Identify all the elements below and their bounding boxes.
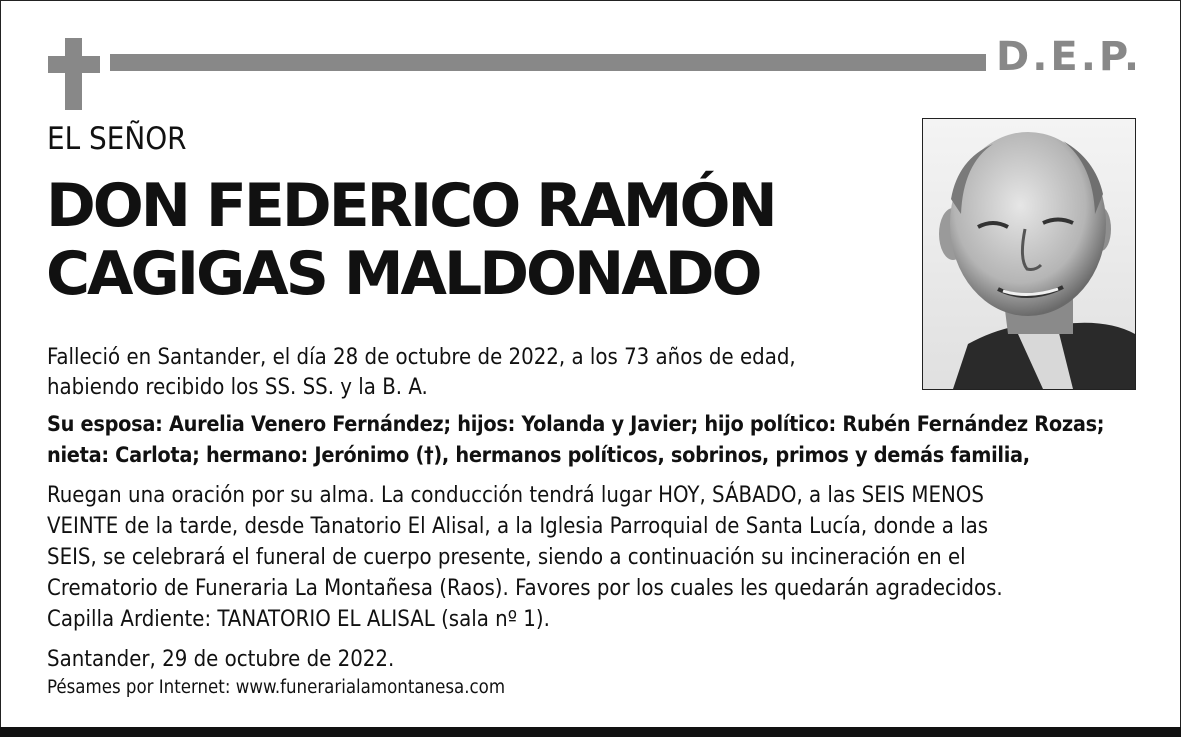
condolences-link-text: Pésames por Internet: www.funerarialamontanesa.com bbox=[47, 677, 506, 698]
header-rule bbox=[110, 54, 986, 71]
ceremony-line: Crematorio de Funeraria La Montañesa (Raos). Favores por los cuales les quedarán agradecidos. bbox=[47, 576, 1003, 601]
name-line-2: CAGIGAS MALDONADO bbox=[46, 239, 760, 309]
honorific: EL SEÑOR bbox=[47, 121, 187, 157]
deceased-name bbox=[46, 172, 775, 308]
portrait-photo bbox=[922, 118, 1136, 390]
place-date: Santander, 29 de octubre de 2022. bbox=[47, 647, 395, 672]
cross-icon bbox=[48, 38, 100, 110]
family-list bbox=[47, 409, 1104, 471]
dep-label: D.E.P. bbox=[996, 34, 1143, 80]
ceremony-line: VEINTE de la tarde, desde Tanatorio El Alisal, a la Iglesia Parroquial de Santa Lucía, donde a las bbox=[47, 514, 989, 539]
bottom-rule bbox=[0, 727, 1181, 737]
ceremony-details bbox=[47, 480, 1003, 635]
death-notice-line: habiendo recibido los SS. SS. y la B. A. bbox=[47, 375, 428, 400]
ceremony-line: Capilla Ardiente: TANATORIO EL ALISAL (sala nº 1). bbox=[47, 607, 550, 632]
portrait-image bbox=[923, 119, 1135, 389]
death-notice bbox=[47, 343, 796, 403]
name-line-1: DON FEDERICO RAMÓN bbox=[46, 171, 775, 241]
ceremony-line: Ruegan una oración por su alma. La conducción tendrá lugar HOY, SÁBADO, a las SEIS MENOS bbox=[47, 483, 984, 508]
family-line: nieta: Carlota; hermano: Jerónimo (†), hermanos políticos, sobrinos, primos y demás familia, bbox=[47, 443, 1030, 468]
family-line: Su esposa: Aurelia Venero Fernández; hijos: Yolanda y Javier; hijo político: Rubén Fernández Rozas; bbox=[47, 412, 1105, 437]
death-notice-line: Falleció en Santander, el día 28 de octubre de 2022, a los 73 años de edad, bbox=[47, 345, 796, 370]
ceremony-line: SEIS, se celebrará el funeral de cuerpo presente, siendo a continuación su incineración en el bbox=[47, 545, 966, 570]
